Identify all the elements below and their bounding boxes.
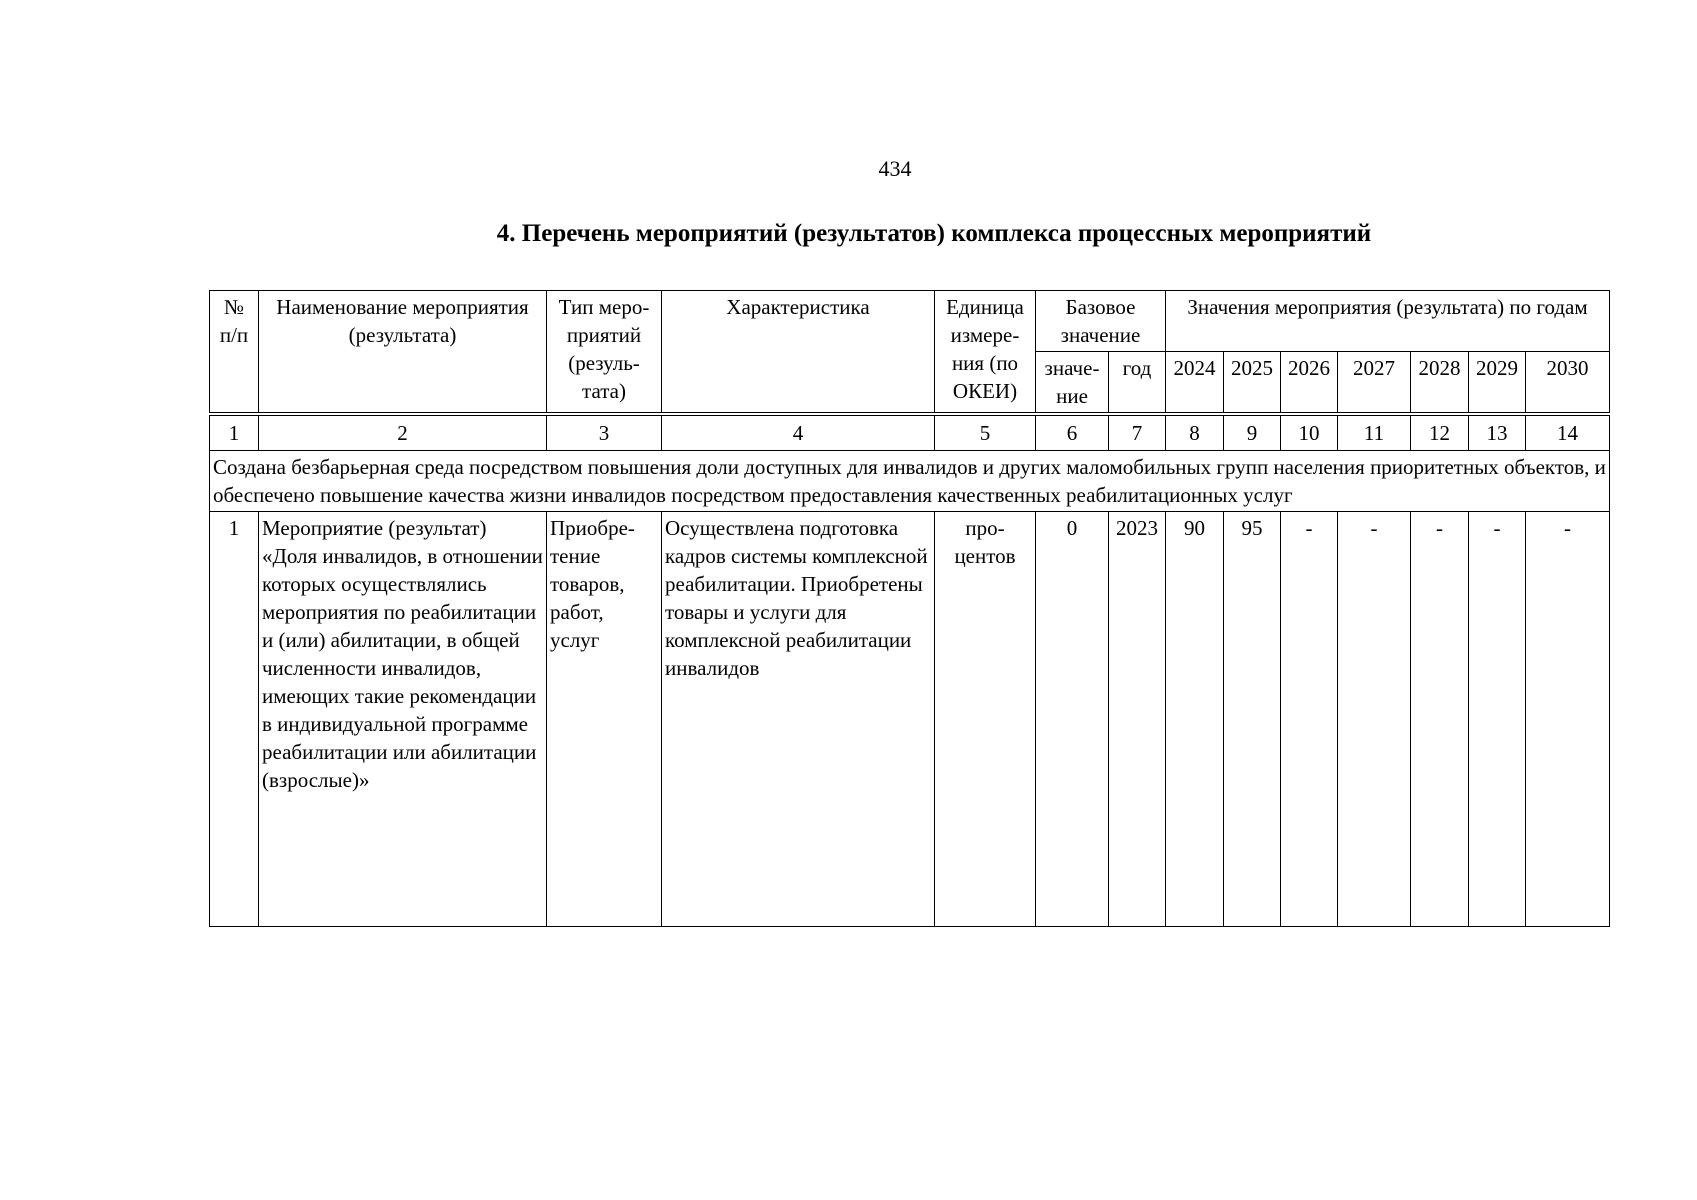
column-number: 10 [1281, 416, 1338, 451]
header-name: Наименование мероприятия (результата) [259, 291, 547, 413]
column-number: 1 [210, 416, 259, 451]
column-number: 5 [935, 416, 1036, 451]
header-row-1 [210, 291, 1610, 352]
row-value-2029: - [1469, 512, 1526, 927]
column-number: 9 [1224, 416, 1281, 451]
row-value-2026: - [1281, 512, 1338, 927]
header-year: 2028 [1411, 352, 1469, 413]
header-year: 2027 [1338, 352, 1411, 413]
table-row [210, 512, 1610, 927]
column-number: 14 [1526, 416, 1610, 451]
column-number: 12 [1411, 416, 1469, 451]
row-value-2024: 90 [1166, 512, 1224, 927]
row-value-2028: - [1411, 512, 1469, 927]
row-value-2030: - [1526, 512, 1610, 927]
row-characteristic: Осуществлена подготовка кадров системы комплексной реабилитации. Приобретены товары и услуги для комплексной реабилитации инвалидов [662, 512, 935, 927]
group-title: Создана безбарьерная среда посредством повышения доли доступных для инвалидов и других маломобильных групп населения приоритетных объектов, и обеспечено повышение качества жизни инвалидов посредством предоставления качественных реабилитационных услуг [210, 451, 1610, 512]
column-number: 11 [1338, 416, 1411, 451]
header-type: Тип меро-приятий (резуль-тата) [547, 291, 662, 413]
column-numbers-row [210, 416, 1610, 451]
column-number: 13 [1469, 416, 1526, 451]
page-number: 434 [878, 156, 912, 181]
row-value-2027: - [1338, 512, 1411, 927]
row-type: Приобре-тение товаров, работ, услуг [547, 512, 662, 927]
column-number: 3 [547, 416, 662, 451]
header-year: 2030 [1526, 352, 1610, 413]
section-title: 4. Перечень мероприятий (результатов) комплекса процессных мероприятий [496, 220, 1372, 247]
column-number: 7 [1109, 416, 1166, 451]
column-number: 8 [1166, 416, 1224, 451]
header-values-by-year: Значения мероприятия (результата) по годам [1166, 291, 1610, 352]
header-year: 2025 [1224, 352, 1281, 413]
header-year: 2024 [1166, 352, 1224, 413]
row-base-value: 0 [1036, 512, 1109, 927]
column-number: 2 [259, 416, 547, 451]
column-number: 4 [662, 416, 935, 451]
header-year: 2029 [1469, 352, 1526, 413]
row-unit: про-центов [935, 512, 1036, 927]
group-row [210, 451, 1610, 512]
header-base-value: значе-ние [1036, 352, 1109, 413]
column-number: 6 [1036, 416, 1109, 451]
row-num: 1 [210, 512, 259, 927]
measures-table [209, 290, 1610, 927]
header-characteristic: Характеристика [662, 291, 935, 413]
row-value-2025: 95 [1224, 512, 1281, 927]
header-base-year: год [1109, 352, 1166, 413]
header-num: № п/п [210, 291, 259, 413]
header-unit: Единица измере-ния (по ОКЕИ) [935, 291, 1036, 413]
header-year: 2026 [1281, 352, 1338, 413]
row-base-year: 2023 [1109, 512, 1166, 927]
row-name: Мероприятие (результат) «Доля инвалидов, в отношении которых осуществлялись мероприятия по реабилитации и (или) абилитации, в общей численности инвалидов, имеющих такие рекомендации в индивидуальной программе реабилитации или абилитации (взрослые)» [259, 512, 547, 927]
header-base: Базовое значение [1036, 291, 1166, 352]
